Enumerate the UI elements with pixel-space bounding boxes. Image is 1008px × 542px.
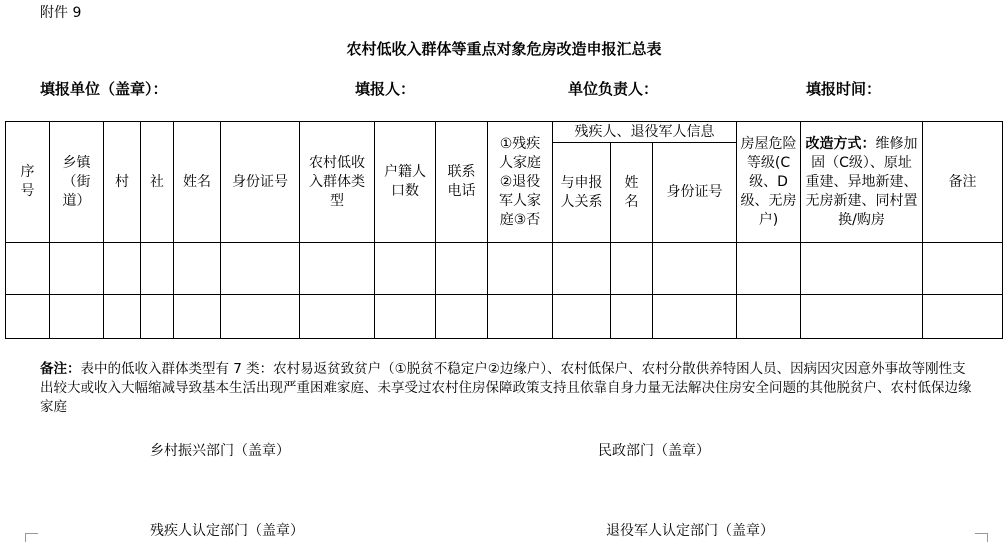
attachment-label: 附件 9 (40, 5, 82, 21)
table-row (6, 295, 1003, 339)
table-row (6, 243, 1003, 295)
col-id-header: 身份证号 (221, 122, 300, 243)
col-info-id-header: 身份证号 (653, 143, 737, 243)
col-info-group-header: 残疾人、退役军人信息 (553, 122, 737, 143)
meta-head-label: 单位负责人： (568, 80, 659, 98)
page-corner-mark-right (975, 533, 988, 542)
col-village-header: 村 (104, 122, 141, 243)
method-rest: 维修加固（C级）、原址重建、异地新建、无房新建、同村置换/购房 (805, 135, 918, 228)
note-lead: 备注： (40, 361, 81, 377)
col-info-name-header: 姓名 (611, 143, 653, 243)
col-remark-header: 备注 (923, 122, 1003, 243)
col-method-header (801, 122, 923, 243)
col-household-header: 户籍人口数 (375, 122, 436, 243)
meta-unit-label: 填报单位（盖章）： (40, 80, 168, 98)
table-header-row (6, 122, 1003, 143)
meta-time-label: 填报时间： (806, 80, 882, 98)
note-text: 表中的低收入群体类型有 7 类：农村易返贫致贫户（①脱贫不稳定户②边缘户）、农村低保户、农村分散供养特困人员、因病因灾因意外事故等刚性支出较大或收入大幅缩减导致基本生活出现严重困难家庭、未享受过农村住房保障政策支持且依靠自身力量无法解决住房安全问题的其他脱贫户、农村低保边缘家庭 (40, 361, 972, 415)
dept-veterans: 退役军人认定部门（盖章） (606, 523, 774, 539)
col-category-header: 农村低收入群体类型 (300, 122, 375, 243)
col-risk-level-header: 房屋危险等级(C级、D级、无房户) (737, 122, 801, 243)
col-phone-header: 联系电话 (436, 122, 488, 243)
dept-civil-affairs: 民政部门（盖章） (598, 443, 710, 459)
document-title: 农村低收入群体等重点对象危房改造申报汇总表 (346, 40, 662, 58)
col-group-header: 社 (141, 122, 174, 243)
table-note (40, 360, 975, 417)
col-relation-header: 与申报人关系 (553, 143, 611, 243)
dept-disability: 残疾人认定部门（盖章） (150, 523, 304, 539)
summary-table (5, 121, 1003, 339)
col-seq-header: 序号 (6, 122, 50, 243)
col-name-header: 姓名 (174, 122, 221, 243)
dept-rural-revitalization: 乡村振兴部门（盖章） (150, 443, 290, 459)
col-township-header: 乡镇（街道） (50, 122, 104, 243)
page-corner-mark-left (25, 533, 38, 542)
col-disabled-veteran-flag-header: ①残疾人家庭②退役军人家庭③否 (488, 122, 553, 243)
method-lead: 改造方式： (805, 135, 876, 152)
meta-filler-label: 填报人： (355, 80, 416, 98)
